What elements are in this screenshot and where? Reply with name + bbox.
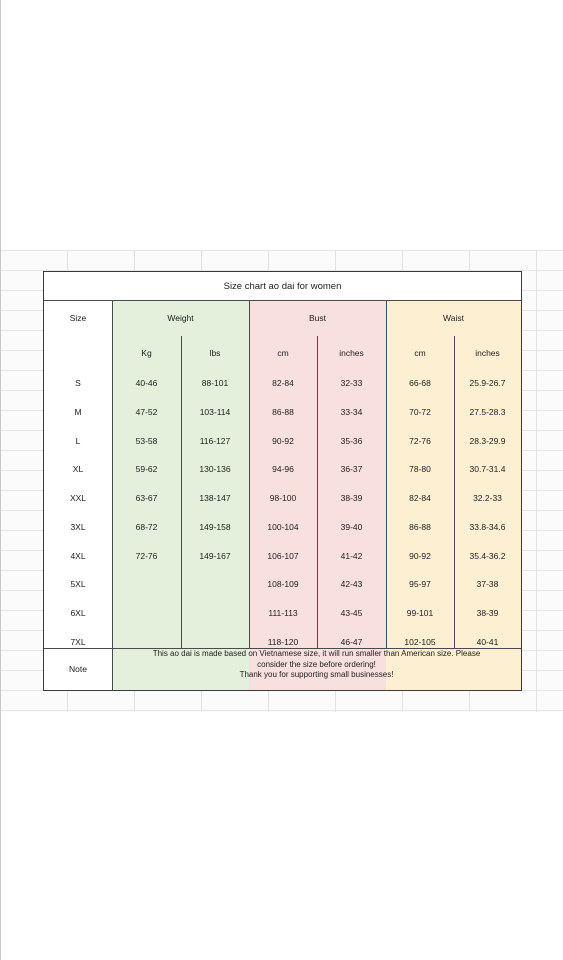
cell-bust-inches: 33-34 <box>340 407 363 418</box>
cell-bust-cm: 108-109 <box>267 579 299 590</box>
cell-bust-cm: 98-100 <box>269 493 297 504</box>
cell-lbs: 116-127 <box>199 435 231 446</box>
cell-kg: 47-52 <box>135 407 158 418</box>
cell-bust-inches: 38-39 <box>340 493 363 504</box>
cell-kg: 40-46 <box>135 378 158 389</box>
cell-bust-inches: 41-42 <box>340 550 363 561</box>
cell-lbs <box>181 599 249 628</box>
cell-lbs: 149-167 <box>199 550 231 561</box>
note-label: Note <box>69 664 87 674</box>
cell-waist-cm: 95-97 <box>409 579 431 590</box>
subheader-bust-inches: inches <box>339 347 364 358</box>
size-chart-table <box>43 271 522 691</box>
cell-bust-inches: 35-36 <box>340 435 363 446</box>
cell-kg: 59-62 <box>135 464 158 475</box>
cell-size: 7XL <box>70 636 86 647</box>
cell-waist-cm: 78-80 <box>409 464 431 475</box>
cell-lbs: 149-158 <box>199 521 231 532</box>
subheader-waist-cm: cm <box>414 347 426 358</box>
cell-size: S <box>75 378 81 389</box>
cell-kg <box>112 570 181 599</box>
cell-lbs <box>181 570 249 599</box>
cell-size: 6XL <box>70 607 86 618</box>
cell-kg: 68-72 <box>135 521 158 532</box>
cell-kg <box>112 599 181 628</box>
cell-waist-cm: 82-84 <box>409 493 431 504</box>
cell-lbs: 88-101 <box>201 378 229 389</box>
cell-waist-inches: 35.4-36.2 <box>469 550 506 561</box>
cell-waist-cm: 99-101 <box>406 607 434 618</box>
subheader-kg: Kg <box>141 347 152 358</box>
cell-bust-inches: 42-43 <box>340 579 363 590</box>
cell-bust-cm: 118-120 <box>267 636 299 647</box>
cell-kg: 53-58 <box>135 435 158 446</box>
cell-bust-cm: 86-88 <box>272 407 294 418</box>
cell-size: XL <box>72 464 84 475</box>
cell-waist-inches: 25.9-26.7 <box>469 378 506 389</box>
cell-waist-cm: 90-92 <box>409 550 431 561</box>
cell-waist-cm: 102-105 <box>404 636 436 647</box>
note-line-1: This ao dai is made based on Vietnamese size, it will run smaller than American size. Please <box>152 649 481 658</box>
cell-kg: 63-67 <box>135 493 158 504</box>
note-text <box>112 649 521 681</box>
cell-kg: 72-76 <box>135 550 158 561</box>
cell-size: L <box>75 435 81 446</box>
cell-lbs: 103-114 <box>199 407 231 418</box>
cell-size: 3XL <box>70 521 86 532</box>
cell-waist-inches: 28.3-29.9 <box>469 435 506 446</box>
cell-bust-cm: 90-92 <box>272 435 294 446</box>
cell-waist-cm: 86-88 <box>409 521 431 532</box>
page-edge <box>0 0 1 960</box>
cell-waist-inches: 40-41 <box>476 636 499 647</box>
cell-bust-cm: 106-107 <box>267 550 299 561</box>
cell-bust-inches: 43-45 <box>340 607 363 618</box>
header-waist: Waist <box>443 313 464 323</box>
subheader-lbs: lbs <box>209 347 221 358</box>
cell-waist-inches: 30.7-31.4 <box>469 464 506 475</box>
cell-waist-inches: 38-39 <box>476 607 499 618</box>
chart-title: Size chart ao dai for women <box>223 280 342 292</box>
header-bust: Bust <box>308 313 326 323</box>
cell-waist-inches: 27.5-28.3 <box>469 407 506 418</box>
cell-size: 4XL <box>70 550 86 561</box>
cell-waist-cm: 72-76 <box>409 435 431 446</box>
cell-bust-cm: 82-84 <box>272 378 294 389</box>
cell-size: 5XL <box>70 579 86 590</box>
subheader-waist-inches: inches <box>475 347 500 358</box>
cell-bust-inches: 46-47 <box>340 636 363 647</box>
cell-waist-inches: 32.2-33 <box>473 493 502 504</box>
cell-lbs: 138-147 <box>199 493 231 504</box>
note-line-2: consider the size before ordering! <box>257 659 376 669</box>
header-weight: Weight <box>167 313 194 323</box>
cell-bust-cm: 94-96 <box>272 464 294 475</box>
note-line-3: Thank you for supporting small businesses! <box>239 670 394 679</box>
cell-waist-inches: 33.8-34.6 <box>469 521 506 532</box>
header-size: Size <box>69 313 87 323</box>
cell-bust-cm: 111-113 <box>268 607 298 618</box>
cell-waist-inches: 37-38 <box>476 579 499 590</box>
cell-waist-cm: 70-72 <box>409 407 431 418</box>
cell-bust-cm: 100-104 <box>267 521 299 532</box>
cell-lbs: 130-136 <box>199 464 231 475</box>
cell-bust-inches: 36-37 <box>340 464 363 475</box>
cell-size: M <box>74 407 82 418</box>
cell-size: XXL <box>69 493 87 504</box>
cell-bust-inches: 32-33 <box>340 378 363 389</box>
subheader-bust-cm: cm <box>277 347 289 358</box>
cell-bust-inches: 39-40 <box>340 521 363 532</box>
cell-waist-cm: 66-68 <box>409 378 431 389</box>
